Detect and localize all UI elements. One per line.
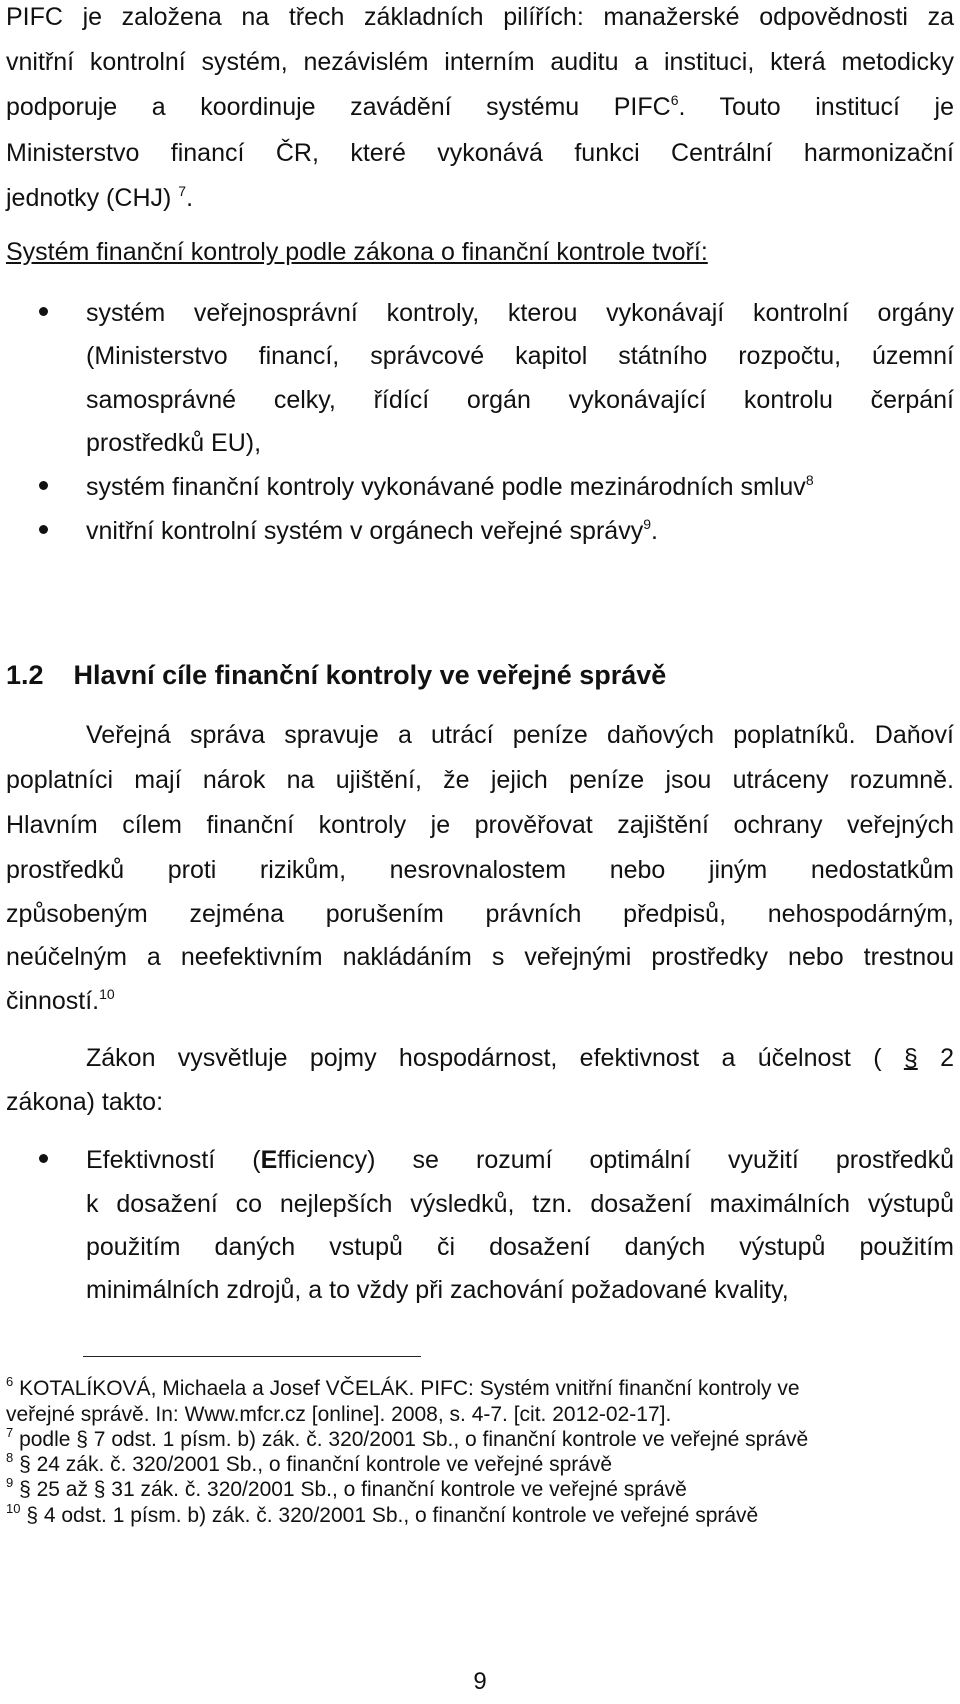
section-number: 1.2 [6,660,44,690]
system-heading: Systém finanční kontroly podle zákona o finanční kontrole tvoří: [6,238,708,266]
list2-item1-line4: minimálních zdrojů, a to vždy při zachování požadované kvality, [86,1276,789,1304]
para1-line2: vnitřní kontrolní systém, nezávislém interním auditu a instituci, která metodicky [6,48,954,76]
section-heading [6,660,666,690]
para3-line2: zákona) takto: [6,1088,164,1116]
section-title: Hlavní cíle finanční kontroly ve veřejné správě [73,660,667,690]
para1-line5: jednotky (CHJ) $^7$. [6,182,194,212]
list1-item3: vnitřní kontrolní systém v orgánech veřejné správy$^9$. [86,515,658,545]
footnote-10: $^{10}$ § 4 odst. 1 písm. b) zák. č. 320/2001 Sb., o finanční kontrole ve veřejné správě [6,1501,759,1527]
para1-line1: PIFC je založena na třech základních pilířích: manažerské odpovědnosti za [6,3,954,31]
list2-item1-line3: použitím daných vstupů či dosažení daných výstupů použitím [86,1233,954,1261]
footnote-ref-10[interactable]: 10 [99,985,115,1002]
footnote-separator [83,1356,421,1357]
footnote-ref-8[interactable]: 8 [805,471,814,488]
para2-line2: poplatníci mají nárok na ujištění, že jejich peníze jsou utráceny rozumně. [6,766,954,794]
list1-item1-line2: (Ministerstvo financí, správcové kapitol státního rozpočtu, územní [86,342,954,370]
para1-line3: podporuje a koordinuje zavádění systému PIFC$^6$. Touto institucí je [6,91,955,121]
list1-item1-line4: prostředků EU), [86,429,262,457]
footnote-ref-6[interactable]: 6 [670,91,679,108]
footnote-8: $^8$ § 24 zák. č. 320/2001 Sb., o finanční kontrole ve veřejné správě [6,1450,613,1476]
para2-line7: činností.$^{10}$ [6,985,115,1015]
list1-item1-line3: samosprávné celky, řídící orgán vykonávající kontrolu čerpání [86,386,954,414]
bullet-icon [39,481,48,490]
footnote-6-line2: veřejné správě. In: Www.mfcr.cz [online]. 2008, s. 4-7. [cit. 2012-02-17]. [6,1403,672,1426]
list2-item1-line1: Efektivností (Efficiency) se rozumí optimální využití prostředků [86,1146,954,1174]
footnote-9: $^9$ § 25 až § 31 zák. č. 320/2001 Sb., o finanční kontrole ve veřejné správě [6,1475,687,1501]
bullet-icon [39,307,48,316]
footnote-ref-9[interactable]: 9 [643,515,651,532]
para3-line1: Zákon vysvětluje pojmy hospodárnost, efektivnost a účelnost ( § 2 [86,1044,954,1072]
bullet-icon [39,525,48,534]
para2-line4: prostředků proti rizikům, nesrovnalostem nebo jiným nedostatkům [6,856,954,884]
para2-line6: neúčelným a neefektivním nakládáním s veřejnými prostředky nebo trestnou [6,943,954,971]
footnote-6-line1: $^6$ KOTALÍKOVÁ, Michaela a Josef VČELÁK. PIFC: Systém vnitřní finanční kontroly ve [6,1374,800,1400]
para2-line3: Hlavním cílem finanční kontroly je prověřovat zajištění ochrany veřejných [6,811,954,839]
footnote-ref-7[interactable]: 7 [178,182,187,199]
page-number: 9 [473,1668,487,1695]
bullet-icon [39,1154,48,1163]
footnote-7: $^7$ podle § 7 odst. 1 písm. b) zák. č. 320/2001 Sb., o finanční kontrole ve veřejné správě [6,1425,809,1451]
list1-item2: systém finanční kontroly vykonávané podle mezinárodních smluv$^8$ [86,471,814,501]
section-sign: § [903,1044,918,1072]
para1-line4: Ministerstvo financí ČR, které vykonává funkci Centrální harmonizační [6,139,954,167]
list2-item1-line2: k dosažení co nejlepších výsledků, tzn. dosažení maximálních výstupů [86,1190,954,1218]
para2-line5: způsobeným zejména porušením právních předpisů, nehospodárným, [6,900,954,928]
para2-line1: Veřejná správa spravuje a utrácí peníze daňových poplatníků. Daňoví [86,721,954,749]
list1-item1-line1: systém veřejnosprávní kontroly, kterou vykonávají kontrolní orgány [86,299,954,327]
